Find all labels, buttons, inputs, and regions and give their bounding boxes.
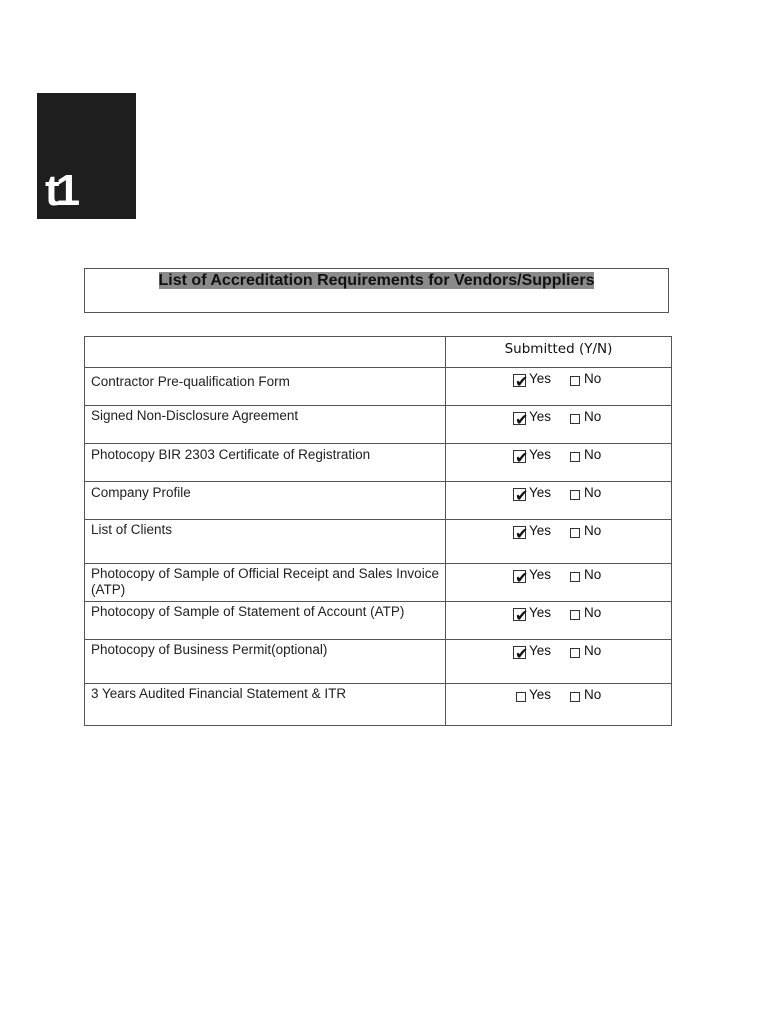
yes-label: Yes	[529, 371, 552, 386]
title-word-of-accreditation: of Accreditation	[186, 272, 318, 289]
no-checkbox[interactable]	[570, 528, 580, 538]
yes-label: Yes	[529, 687, 552, 702]
submitted-cell	[446, 602, 672, 640]
checkmark-icon: ✔	[515, 646, 529, 663]
requirement-label: Company Profile	[91, 485, 191, 500]
table-row	[85, 406, 672, 444]
requirement-cell	[85, 564, 446, 602]
title-word-requirements: Requirements	[317, 272, 424, 289]
table-row	[85, 482, 672, 520]
no-label: No	[584, 687, 602, 702]
yes-no-group	[513, 482, 671, 505]
no-checkbox[interactable]	[570, 490, 580, 500]
yes-checkbox[interactable]	[513, 412, 529, 429]
submitted-cell	[446, 406, 672, 444]
no-label: No	[584, 485, 602, 500]
table-row	[85, 684, 672, 726]
no-checkbox[interactable]	[570, 572, 580, 582]
yes-no-group	[513, 520, 671, 543]
yes-label: Yes	[529, 605, 552, 620]
company-logo	[37, 93, 136, 219]
document-title	[85, 271, 668, 291]
header-submitted-cell: Submitted (Y/N)	[446, 337, 672, 368]
yes-checkbox[interactable]	[513, 646, 529, 663]
yes-no-group	[513, 406, 671, 429]
submitted-cell	[446, 640, 672, 684]
requirement-cell	[85, 520, 446, 564]
requirements-table	[84, 336, 672, 726]
requirement-label: List of Clients	[91, 522, 173, 537]
no-label: No	[584, 447, 602, 462]
yes-label: Yes	[529, 485, 552, 500]
no-label: No	[584, 567, 602, 582]
logo-text: t1	[45, 166, 77, 215]
yes-no-group	[513, 602, 671, 625]
no-checkbox[interactable]	[570, 648, 580, 658]
yes-label: Yes	[529, 523, 552, 538]
title-box	[84, 268, 669, 313]
no-label: No	[584, 409, 602, 424]
yes-no-group	[513, 684, 671, 707]
checkmark-icon: ✔	[515, 412, 529, 429]
yes-checkbox[interactable]	[513, 570, 529, 587]
checkmark-icon: ✔	[515, 526, 529, 543]
checkmark-icon: ✔	[515, 488, 529, 505]
table-row	[85, 368, 672, 406]
yes-checkbox[interactable]	[513, 450, 529, 467]
yes-checkbox[interactable]	[513, 608, 529, 625]
checkmark-icon: ✔	[515, 450, 529, 467]
yes-no-group	[513, 444, 671, 467]
yes-checkbox[interactable]	[513, 526, 529, 543]
submitted-cell	[446, 564, 672, 602]
yes-label: Yes	[529, 643, 552, 658]
yes-checkbox[interactable]	[513, 488, 529, 505]
submitted-cell	[446, 444, 672, 482]
requirement-cell	[85, 368, 446, 406]
table-row	[85, 444, 672, 482]
yes-no-group	[513, 368, 671, 391]
requirement-label: Photocopy BIR 2303 Certificate of Registration	[91, 447, 371, 462]
checkmark-icon: ✔	[515, 570, 529, 587]
no-checkbox[interactable]	[570, 610, 580, 620]
yes-label: Yes	[529, 567, 552, 582]
requirement-label: Signed Non-Disclosure Agreement	[91, 408, 299, 423]
table-row	[85, 640, 672, 684]
requirement-label: Photocopy of Business Permit(optional)	[91, 642, 328, 657]
no-label: No	[584, 371, 602, 386]
no-label: No	[584, 643, 602, 658]
no-label: No	[584, 605, 602, 620]
table-row	[85, 520, 672, 564]
requirement-label: Photocopy of Sample of Official Receipt and Sales Invoice (ATP)	[91, 566, 439, 597]
submitted-cell	[446, 368, 672, 406]
requirement-cell	[85, 444, 446, 482]
no-checkbox[interactable]	[570, 692, 580, 702]
yes-label: Yes	[529, 447, 552, 462]
yes-checkbox[interactable]	[516, 692, 526, 702]
requirement-cell	[85, 684, 446, 726]
yes-label: Yes	[529, 409, 552, 424]
table-header-row	[85, 337, 672, 368]
no-checkbox[interactable]	[570, 452, 580, 462]
yes-checkbox[interactable]	[513, 374, 529, 391]
yes-no-group	[513, 564, 671, 587]
requirement-label: Contractor Pre-qualification Form	[91, 374, 290, 389]
checkmark-icon: ✔	[515, 374, 529, 391]
no-checkbox[interactable]	[570, 376, 580, 386]
no-checkbox[interactable]	[570, 414, 580, 424]
table-row	[85, 564, 672, 602]
yes-no-group	[513, 640, 671, 663]
header-requirement-cell	[85, 337, 446, 368]
checkmark-icon: ✔	[515, 608, 529, 625]
title-word-vendors: for Vendors/Suppliers	[423, 272, 595, 289]
requirement-cell	[85, 406, 446, 444]
requirement-cell	[85, 482, 446, 520]
submitted-cell	[446, 684, 672, 726]
submitted-cell	[446, 520, 672, 564]
submitted-cell	[446, 482, 672, 520]
table-row	[85, 602, 672, 640]
requirement-cell	[85, 640, 446, 684]
requirement-label: Photocopy of Sample of Statement of Account (ATP)	[91, 604, 405, 619]
requirement-cell	[85, 602, 446, 640]
requirement-label: 3 Years Audited Financial Statement & ITR	[91, 686, 347, 701]
title-word-list: List	[158, 272, 187, 289]
no-label: No	[584, 523, 602, 538]
